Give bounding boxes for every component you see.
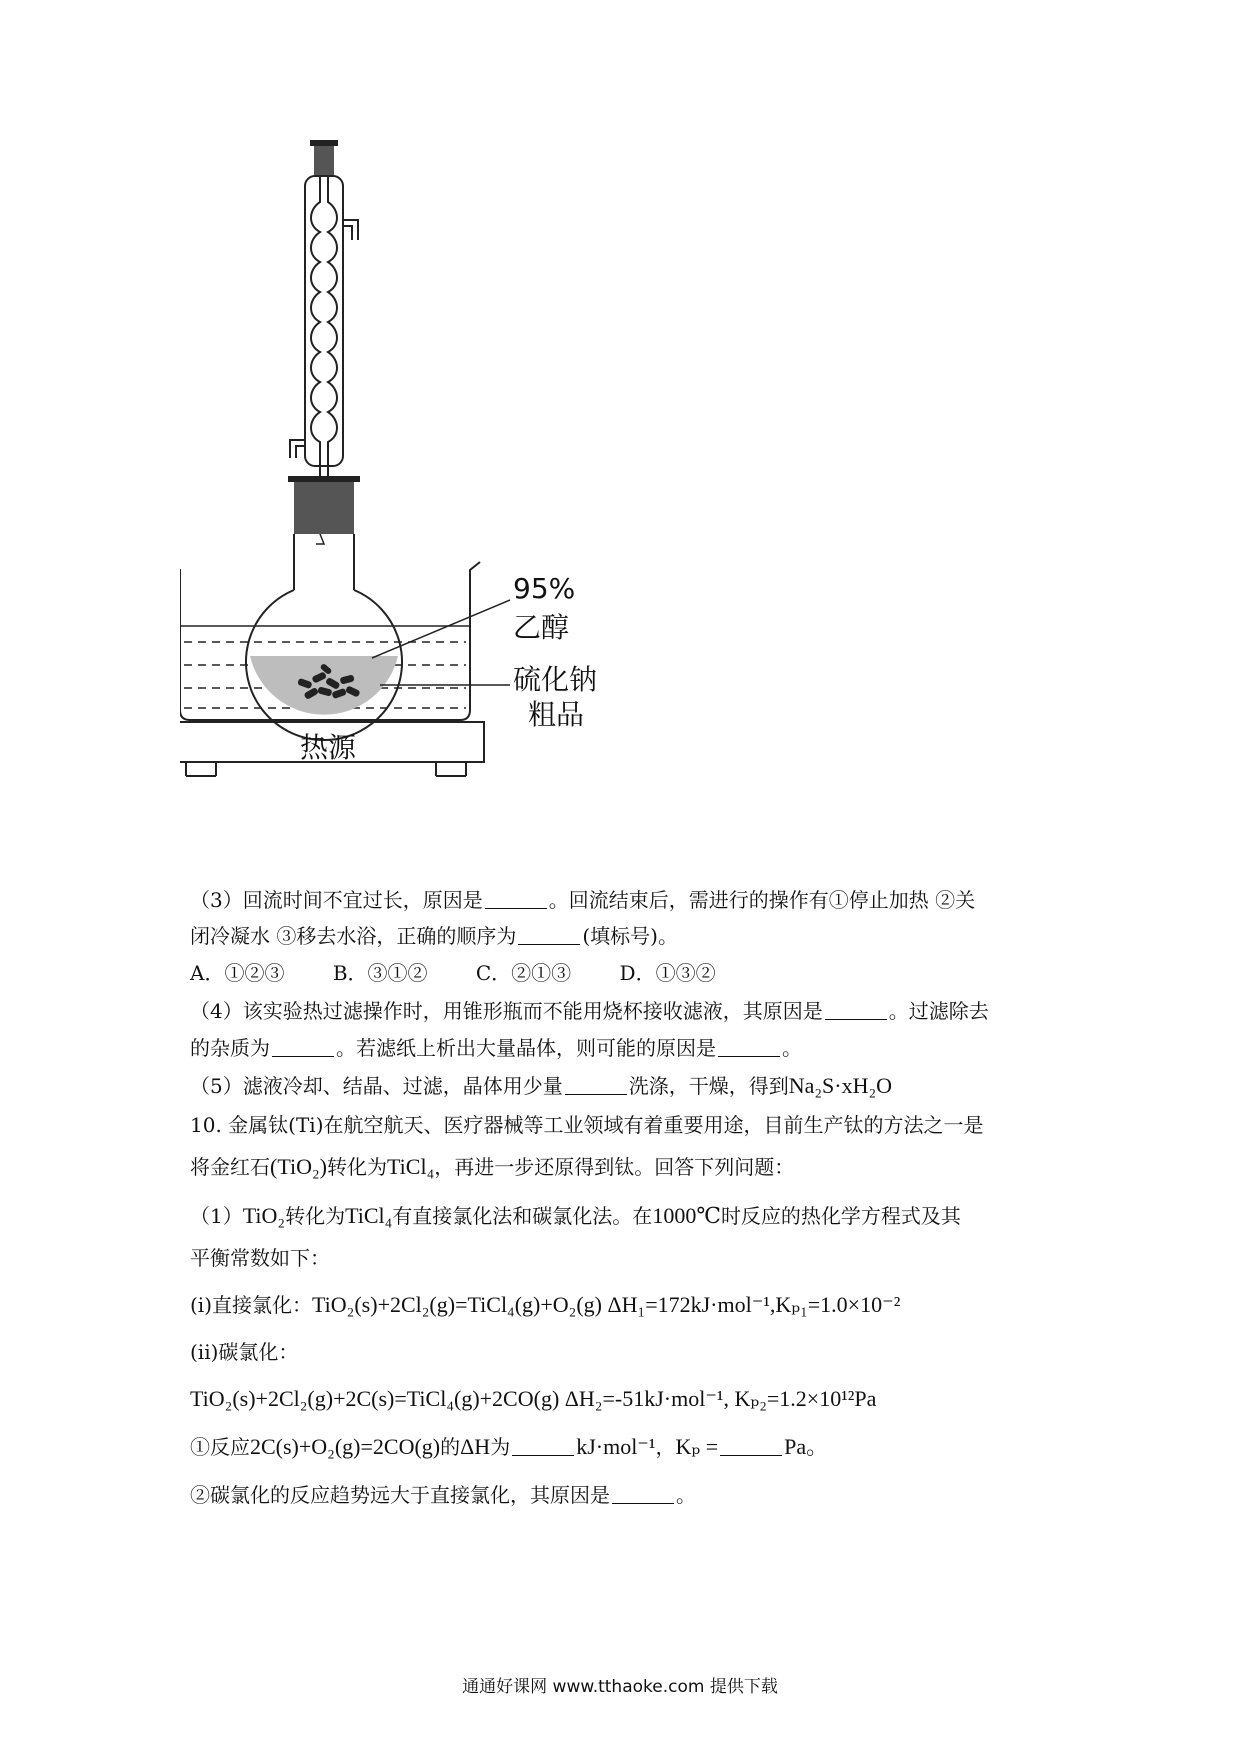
- eq1-formula: TiO₂(s)+2Cl₂(g)=TiCl₄(g)+O₂(g) ΔH₁=172kJ·mol⁻¹,Kₚ₁=1.0×10⁻²: [312, 1292, 901, 1317]
- answer-blank[interactable]: [272, 1038, 334, 1057]
- q10-p1-d: 时反应的热化学方程式及其: [720, 1204, 961, 1228]
- q10-p1-c: 有直接氯化法和碳氯化法。在: [392, 1204, 653, 1228]
- q4-line-1: [190, 996, 989, 1026]
- label-heat-source: 热源: [300, 731, 357, 764]
- page-footer: 通通好课网 www.tthaoke.com 提供下载: [462, 1677, 778, 1697]
- q10-part1-line-2: 平衡常数如下：: [190, 1246, 330, 1270]
- q10-part1-line-1: [190, 1201, 961, 1231]
- q10-p1-b: 转化为: [285, 1204, 346, 1228]
- q10-eq2-line: [190, 1384, 876, 1414]
- q5-line: [190, 1071, 892, 1101]
- label-sodium-sulfide: 硫化钠: [513, 663, 598, 696]
- q10-ticl4: TiCl₄: [387, 1154, 435, 1179]
- answer-blank[interactable]: [565, 1076, 627, 1095]
- q5-formula: Na₂S·xH₂O: [788, 1073, 893, 1098]
- sub1-a: ①反应: [190, 1435, 250, 1459]
- q10-p1-tio2: TiO₂: [242, 1203, 286, 1228]
- q10-tio2: (TiO₂): [270, 1154, 327, 1179]
- option-a[interactable]: A．①②③: [190, 961, 285, 985]
- q10-sub2-line: [190, 1480, 696, 1510]
- sub1-dh: ΔH: [460, 1434, 491, 1459]
- sub1-equation: 2C(s)+O₂(g)=2CO(g): [250, 1434, 441, 1459]
- q4-text-a: （4）该实验热过滤操作时，用锥形瓶而不能用烧杯接收滤液，其原因是: [190, 999, 823, 1023]
- label-95-percent: 95%: [513, 572, 576, 605]
- answer-blank[interactable]: [612, 1485, 674, 1504]
- option-c[interactable]: C．②①③: [475, 961, 572, 985]
- sub1-b: 的: [440, 1435, 461, 1459]
- q10-sub1-line: [190, 1432, 828, 1462]
- sub1-pa: Pa。: [784, 1434, 829, 1459]
- answer-blank[interactable]: [718, 1038, 780, 1057]
- q10-p1-a: （1）: [190, 1204, 243, 1228]
- q4-text-d: 。若滤纸上析出大量晶体，则可能的原因是: [336, 1036, 716, 1060]
- q4-line-2: [190, 1033, 802, 1063]
- sub1-c: 为: [490, 1435, 511, 1459]
- eq2-formula: TiO₂(s)+2Cl₂(g)+2C(s)=TiCl₄(g)+2CO(g) ΔH₂=-51kJ·mol⁻¹, Kₚ₂=1.2×10¹²Pa: [190, 1386, 877, 1411]
- q10-p1-temp: 1000℃: [652, 1203, 721, 1228]
- sub2-a: ②碳氯化的反应趋势远大于直接氯化，其原因是: [190, 1483, 610, 1507]
- answer-blank[interactable]: [485, 890, 547, 909]
- q3-line-2: [190, 921, 678, 951]
- q3-line-1: [190, 885, 975, 915]
- q3-text-b: 。回流结束后，需进行的操作有①停止加热 ②关: [548, 888, 976, 912]
- answer-blank[interactable]: [825, 1001, 887, 1020]
- sub2-b: 。: [676, 1483, 696, 1507]
- reflux-apparatus-figure: [180, 140, 740, 880]
- q10-line-2: [190, 1152, 794, 1182]
- q3-text-d: (填标号)。: [582, 924, 678, 948]
- option-d[interactable]: D．①③②: [619, 961, 716, 985]
- sub1-d: ，: [655, 1435, 676, 1459]
- q3-options: [190, 958, 758, 988]
- answer-blank[interactable]: [518, 926, 580, 945]
- q4-text-b: 。过滤除去: [888, 999, 989, 1023]
- q10-line-1: 10. 金属钛(Ti)在航空航天、医疗器械等工业领域有着重要用途，目前生产钛的方法之一是: [190, 1113, 984, 1137]
- q10-eq2-label: (ii)碳氯化：: [190, 1340, 299, 1364]
- q10-p1-ticl4: TiCl₄: [345, 1203, 393, 1228]
- q10-text-c: ，再进一步还原得到钛。回答下列问题：: [434, 1155, 795, 1179]
- sub1-unit: kJ·mol⁻¹: [576, 1434, 656, 1459]
- q5-text-a: （5）滤液冷却、结晶、过滤，晶体用少量: [190, 1074, 563, 1098]
- apparatus-drawing: [180, 140, 740, 880]
- option-b[interactable]: B．③①②: [332, 961, 428, 985]
- q3-text-c: 闭冷凝水 ③移去水浴，正确的顺序为: [190, 924, 517, 948]
- q10-eq1-line: [190, 1290, 900, 1320]
- q10-text-b: 转化为: [327, 1155, 387, 1179]
- eq1-label: (i)直接氯化：: [190, 1293, 313, 1317]
- label-crude-product: 粗品: [528, 698, 585, 731]
- label-ethanol: 乙醇: [513, 611, 570, 644]
- answer-blank[interactable]: [720, 1437, 782, 1456]
- q4-text-e: 。: [782, 1036, 802, 1060]
- sub1-kp: Kₚ =: [675, 1434, 719, 1459]
- q5-text-b: 洗涤，干燥，得到: [628, 1074, 789, 1098]
- q4-text-c: 的杂质为: [190, 1036, 270, 1060]
- answer-blank[interactable]: [512, 1437, 574, 1456]
- q3-text-a: （3）回流时间不宜过长，原因是: [190, 888, 483, 912]
- q10-text-a: 将金红石: [190, 1155, 270, 1179]
